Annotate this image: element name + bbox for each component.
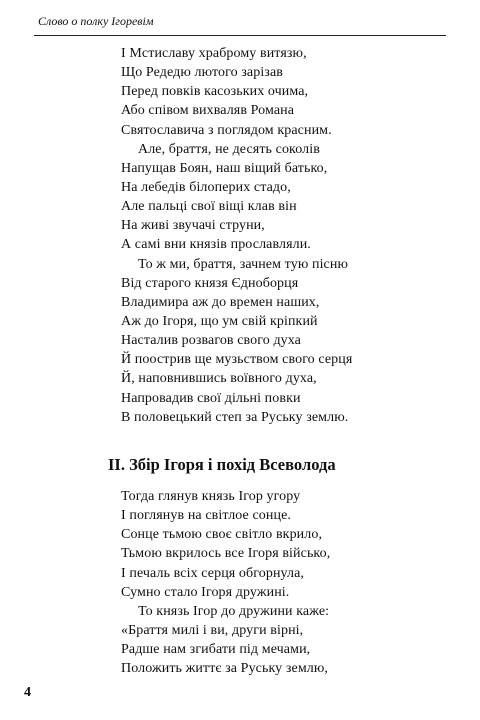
verse-line: Насталив розвагов свого духа <box>121 333 302 349</box>
verse-line: То князь Ігор до дружини каже: <box>138 603 330 619</box>
verse-line: А самі вни князів прославляли. <box>121 237 311 253</box>
verse-line: І поглянув на світлое сонце. <box>121 508 291 524</box>
stanza-2 <box>121 487 330 678</box>
verse-line: Святославича з поглядом красним. <box>121 122 332 138</box>
stanza-1 <box>121 44 352 427</box>
verse-line: Або співом вихваляв Романа <box>121 103 295 119</box>
verse-line: То ж ми, браття, зачнем тую пісню <box>138 256 349 272</box>
section-title: II. Збір Ігоря і похід Всеволода <box>108 455 336 474</box>
verse-line: На живі звучачі струни, <box>121 218 265 234</box>
verse-line: Сонце тьмою своє світло вкрило, <box>121 527 323 543</box>
verse-line: І Мстиславу храброму витязю, <box>121 46 307 61</box>
header-rule <box>34 35 446 36</box>
verse-line: Тогда глянув князь Ігор угору <box>121 489 301 504</box>
verse-line: І печаль всіх серця обгорнула, <box>121 565 305 581</box>
verse-line: Сумно стало Ігоря дружині. <box>121 584 290 600</box>
running-title: Слово о полку Ігоревім <box>38 14 154 28</box>
verse-line: Положить життє за Руську землю, <box>121 661 329 677</box>
verse-line: Напровадив свої дільні повки <box>121 390 301 406</box>
verse-line: На лебедів білоперих стадо, <box>121 179 291 195</box>
verse-line: Що Редедю лютого зарізав <box>121 65 283 81</box>
verse-line: Перед повків касозьких очима, <box>121 84 309 100</box>
page-number: 4 <box>24 685 31 700</box>
verse-line: Владимира аж до времен наших, <box>121 294 320 310</box>
verse-line: В половецький степ за Руську землю. <box>121 409 349 425</box>
verse-line: Й, наповнившись воївного духа, <box>121 371 317 387</box>
verse-line: Але пальці свої віщі клав він <box>121 199 297 215</box>
verse-line: Радше нам згибати під мечами, <box>121 642 311 658</box>
verse-line: Тьмою вкрилось все Ігоря військо, <box>121 546 331 562</box>
verse-line: Й поострив ще музьством свого серця <box>121 352 353 368</box>
verse-line: Аж до Ігоря, що ум свій кріпкий <box>121 313 318 329</box>
verse-line: Від старого князя Єдноборця <box>121 275 299 291</box>
verse-line: Напущав Боян, наш віщий батько, <box>121 160 328 176</box>
verse-line: «Браття милі і ви, други вірні, <box>121 622 304 638</box>
verse-line: Але, браття, не десять соколів <box>138 141 320 157</box>
